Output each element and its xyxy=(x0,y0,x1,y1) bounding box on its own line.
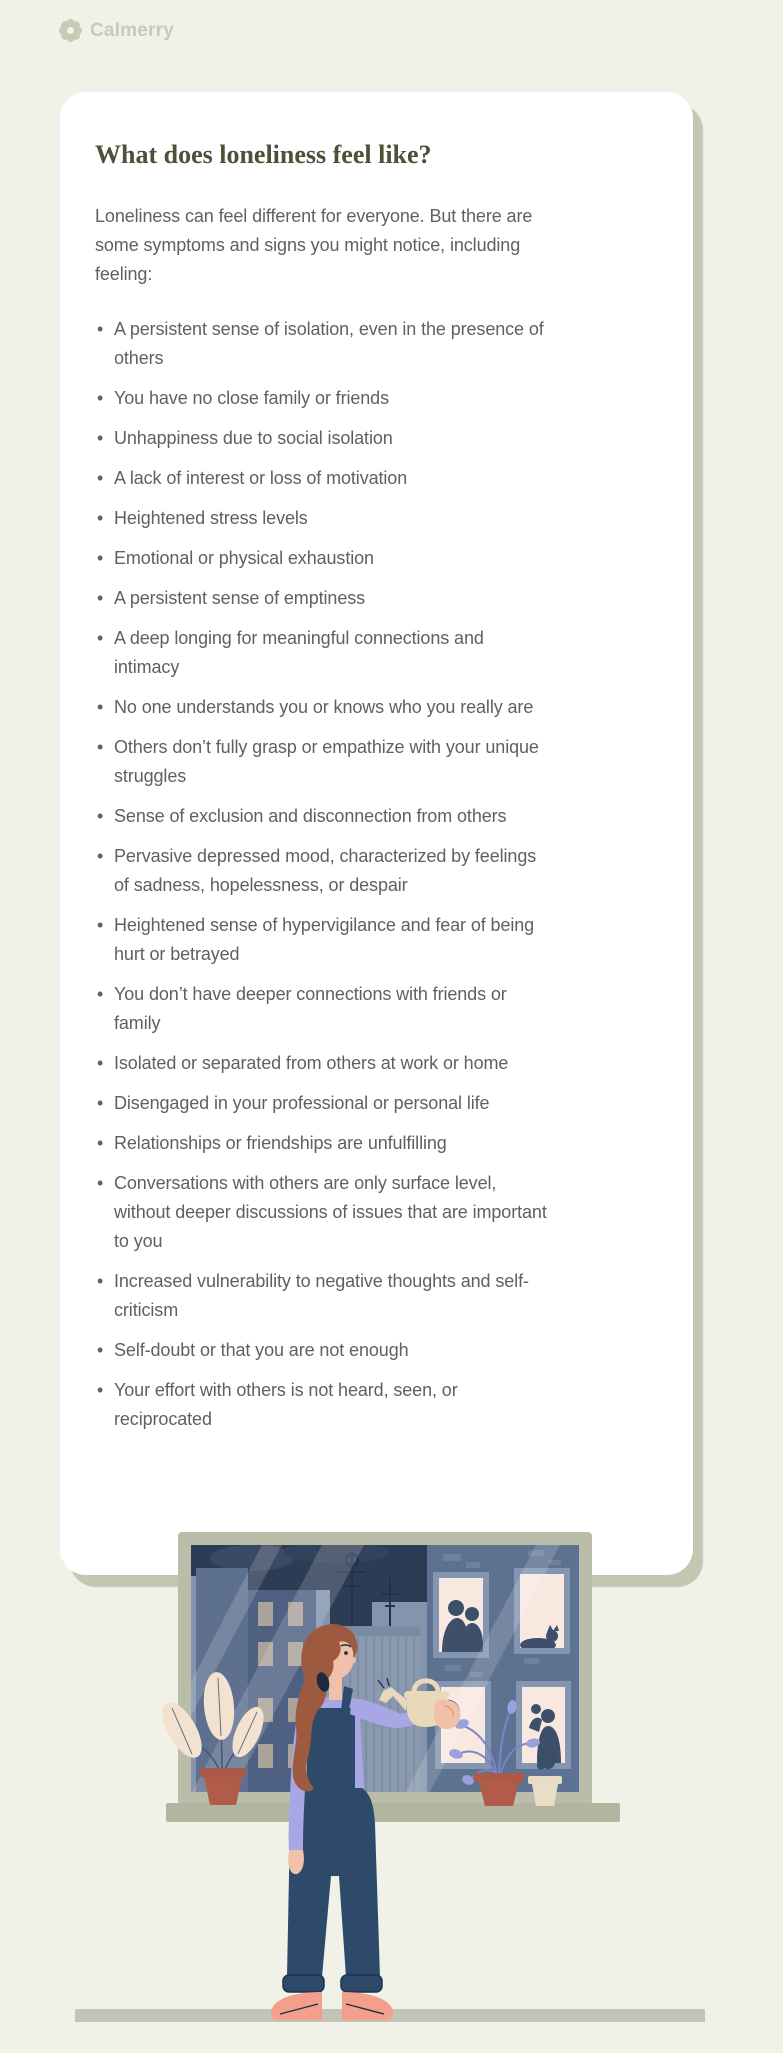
overalls-bib xyxy=(307,1708,355,1788)
article-intro: Loneliness can feel different for everyone. But there are some symptoms and signs you might notice, including feeling: xyxy=(95,206,533,284)
symptom-item: • Heightened stress levels xyxy=(95,504,547,533)
symptom-item: • Isolated or separated from others at work or home xyxy=(95,1049,547,1078)
neighbor-window-couple xyxy=(433,1572,489,1658)
city-view xyxy=(191,1541,579,1792)
symptom-item: • Others don’t fully grasp or empathize with your unique struggles xyxy=(95,733,547,791)
symptom-item: • Your effort with others is not heard, seen, or reciprocated xyxy=(95,1376,547,1434)
symptom-item: • A lack of interest or loss of motivation xyxy=(95,464,547,493)
symptom-item: • Conversations with others are only surface level, without deeper discussions of issues that are important to you xyxy=(95,1169,547,1256)
symptom-item: • A deep longing for meaningful connections and intimacy xyxy=(95,624,547,682)
symptom-item: • A persistent sense of emptiness xyxy=(95,584,547,613)
illustration-svg xyxy=(0,1530,783,2048)
article-title: What does loneliness feel like? xyxy=(95,140,432,169)
symptom-item: • Heightened sense of hypervigilance and fear of being hurt or betrayed xyxy=(95,911,547,969)
loneliness-illustration xyxy=(0,1530,783,2048)
symptom-item: • Self-doubt or that you are not enough xyxy=(95,1336,547,1365)
symptom-item: • Sense of exclusion and disconnection from others xyxy=(95,802,547,831)
symptom-item: • Pervasive depressed mood, characterized by feelings of sadness, hopelessness, or despair xyxy=(95,842,547,900)
symptom-item: • No one understands you or knows who you really are xyxy=(95,693,547,722)
symptom-item: • Increased vulnerability to negative thoughts and self-criticism xyxy=(95,1267,547,1325)
calmerry-logo[interactable] xyxy=(58,18,174,43)
symptom-item: • Emotional or physical exhaustion xyxy=(95,544,547,573)
right-hand xyxy=(434,1700,461,1729)
symptom-item: • Disengaged in your professional or personal life xyxy=(95,1089,547,1118)
symptom-item: • A persistent sense of isolation, even in the presence of others xyxy=(95,315,547,373)
symptom-item: • You have no close family or friends xyxy=(95,384,547,413)
article-card xyxy=(60,92,693,1575)
symptom-item: • Relationships or friendships are unfulfilling xyxy=(95,1129,547,1158)
calmerry-flower-icon xyxy=(58,18,83,43)
symptom-item: • Unhappiness due to social isolation xyxy=(95,424,547,453)
pant-cuffs xyxy=(283,1975,382,1992)
symptoms-list xyxy=(95,315,547,1434)
symptom-item: • You don’t have deeper connections with friends or family xyxy=(95,980,547,1038)
logo-text: Calmerry xyxy=(90,19,174,41)
eye xyxy=(344,1651,348,1655)
